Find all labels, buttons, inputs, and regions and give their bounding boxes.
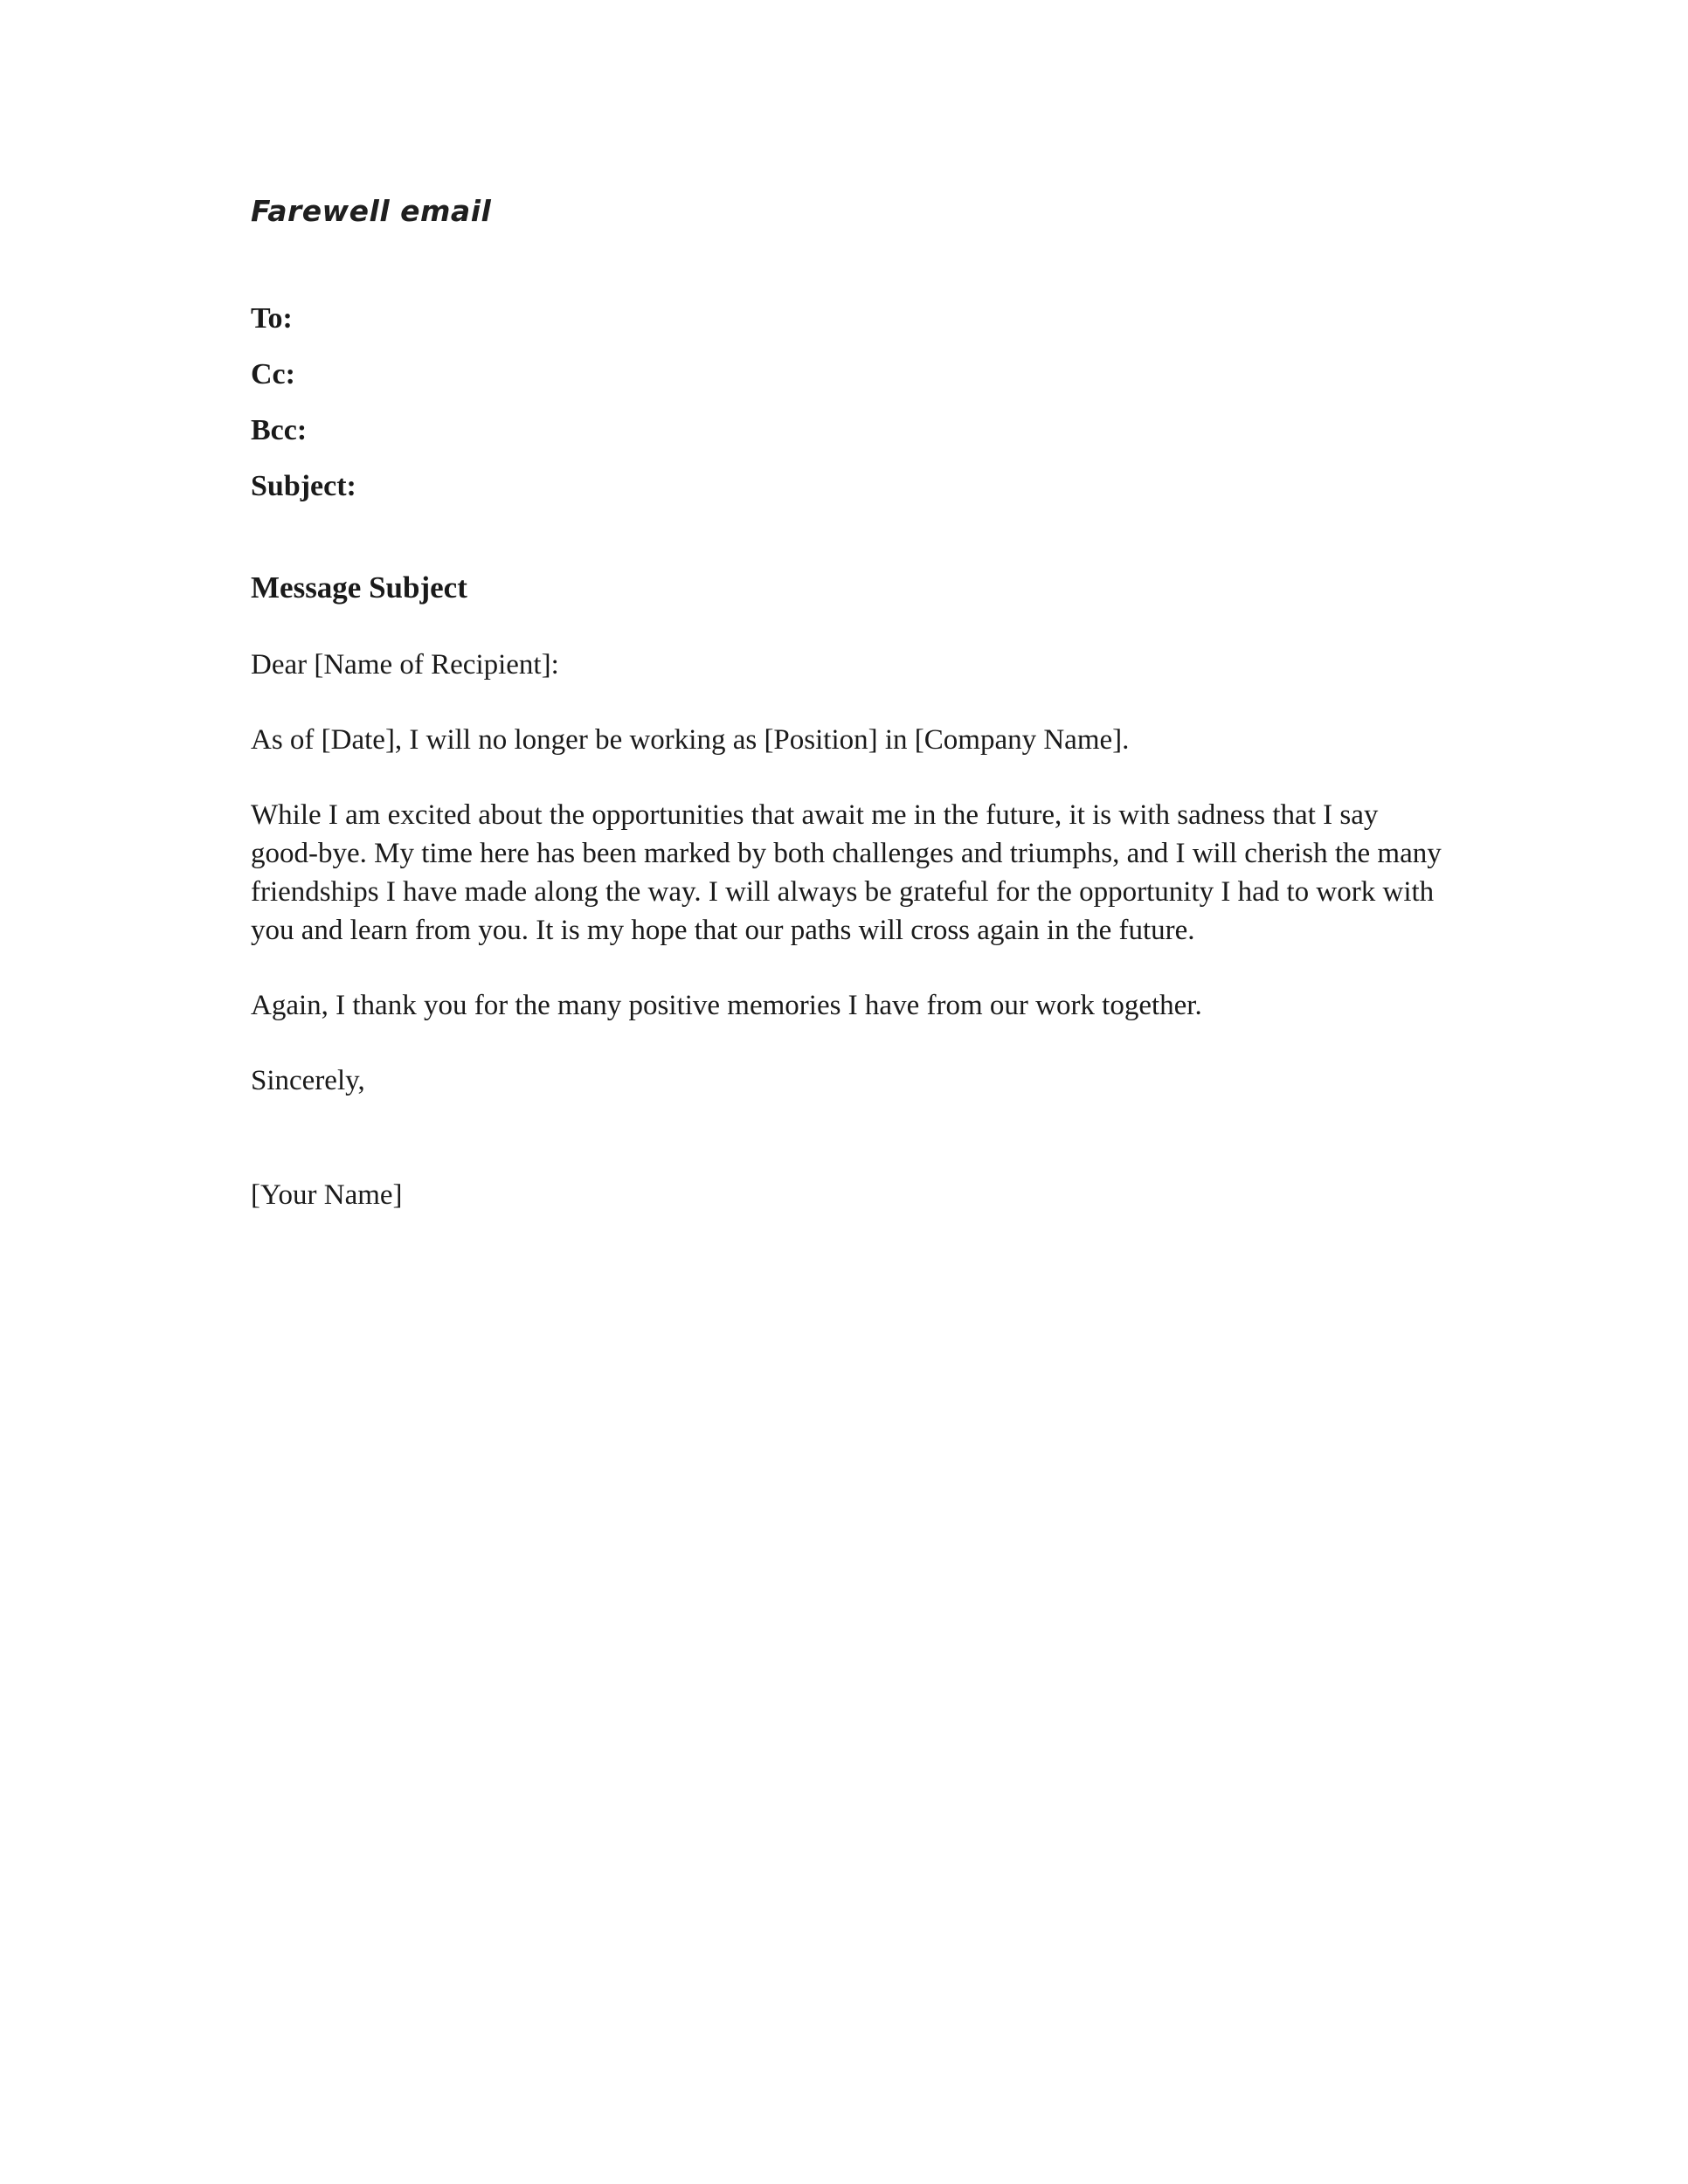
field-label-bcc: Bcc: bbox=[251, 414, 308, 446]
message-subject-heading: Message Subject bbox=[251, 570, 467, 605]
body-paragraph-1: As of [Date], I will no longer be working as [Position] in [Company Name]. bbox=[251, 724, 1130, 756]
email-header-fields bbox=[251, 291, 1443, 515]
body-paragraph-3: Again, I thank you for the many positive memories I have from our work together. bbox=[251, 990, 1202, 1021]
salutation: Dear [Name of Recipient]: bbox=[251, 649, 559, 681]
document-title: Farewell email bbox=[251, 194, 492, 228]
field-label-cc: Cc: bbox=[251, 358, 295, 390]
field-label-subject: Subject: bbox=[251, 470, 356, 502]
closing: Sincerely, bbox=[251, 1065, 365, 1096]
body-paragraph-2: While I am excited about the opportunities that await me in the future, it is with sadness that I say good-bye. My time here has been marked by both challenges and triumphs, and I will cherish the many friendships I have made along the way. I will always be grateful for the opportunity I had to work with you and learn from you. It is my hope that our paths will cross again in the future. bbox=[251, 799, 1442, 946]
signature-placeholder: [Your Name] bbox=[251, 1179, 403, 1211]
field-label-to: To: bbox=[251, 302, 293, 335]
